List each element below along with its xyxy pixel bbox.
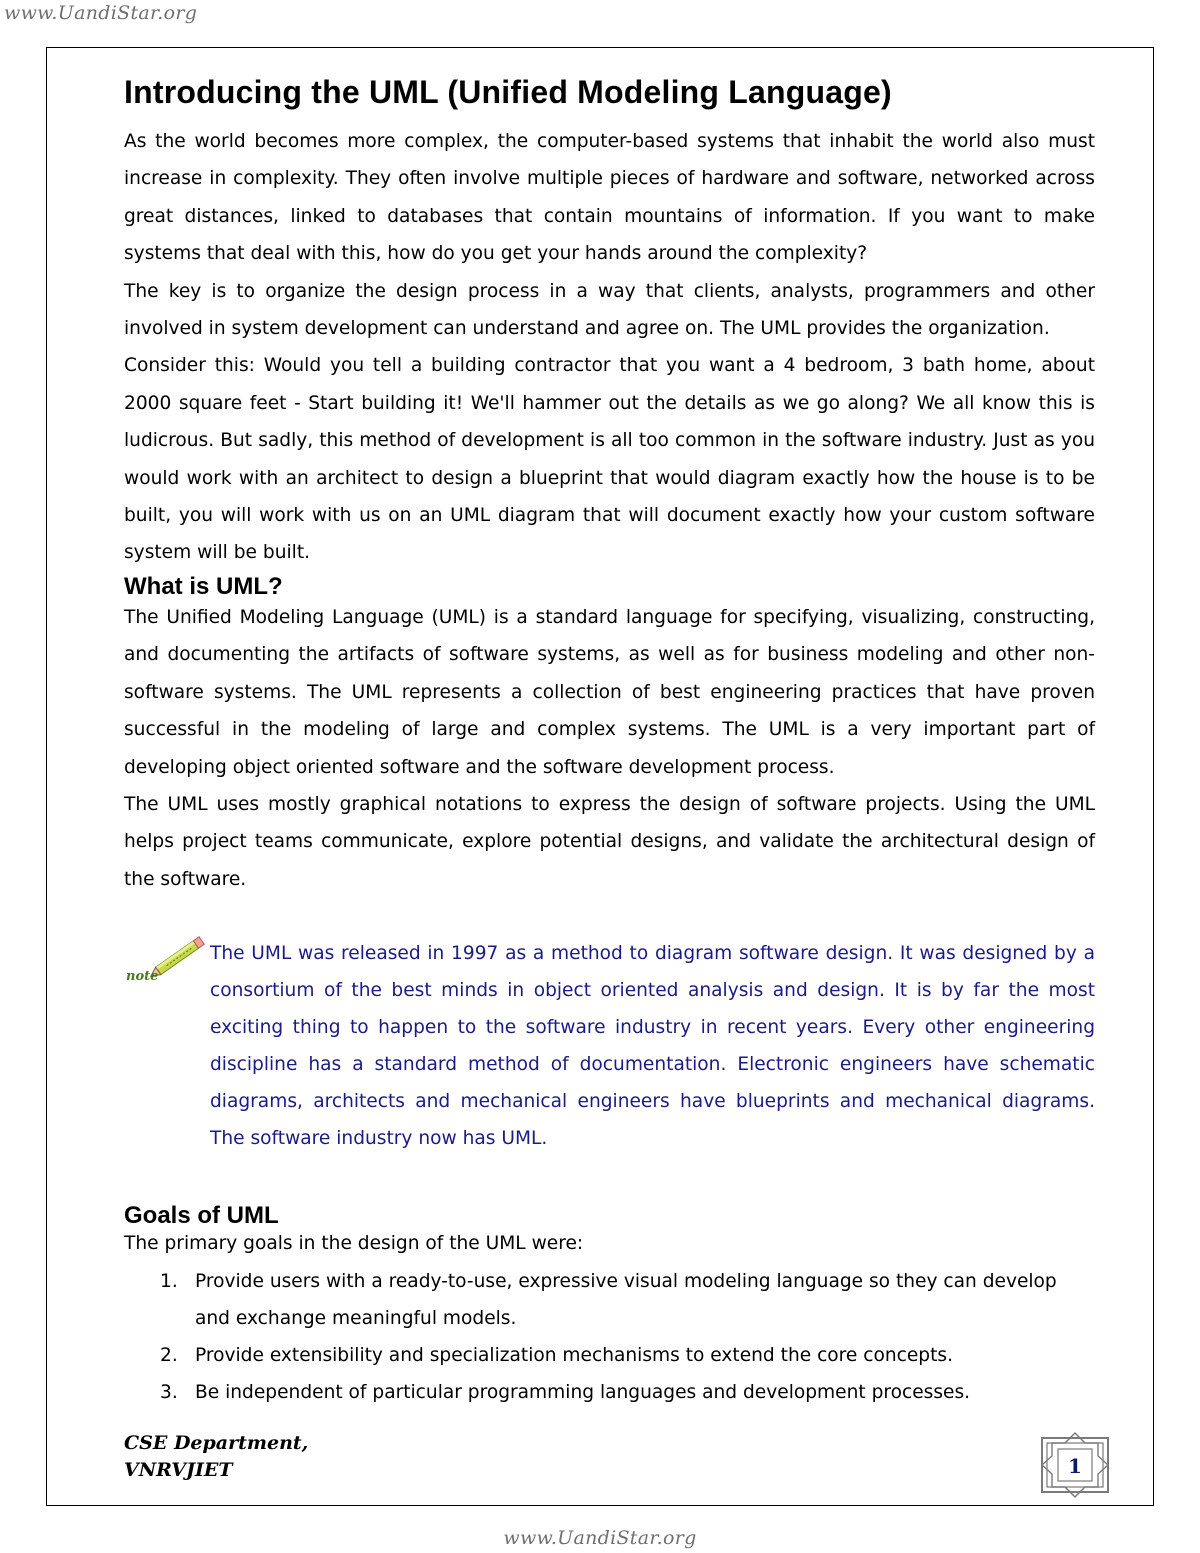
note-rest: a consortium of the best minds in object oriented analysis and design. It is by far the most exciting thing to happen to the software industry in recent years. Every other engineering discipline has a standard method of documentation. Electronic engineers have schematic diagrams, architects and mechanical engineers have blueprints and mechanical diagrams. The software industry now has UML. [210, 943, 1095, 1150]
goal-number: 3. [160, 1382, 178, 1404]
watermark-top: www.UandiStar.org [4, 2, 198, 24]
section-heading-goals: Goals of UML [124, 1202, 279, 1230]
section-heading-what-is-uml: What is UML? [124, 572, 283, 600]
goal-item [124, 1337, 1095, 1374]
goal-item [124, 1374, 1095, 1411]
intro-paragraph-1: As the world becomes more complex, the computer-based systems that inhabit the world also must increase in complexity. They often involve multiple pieces of hardware and software, networked across great distances, linked to databases that contain mountains of information. If you want to make systems that deal with this, how do you get your hands around the complexity? [124, 131, 1095, 265]
goal-item [124, 1263, 1095, 1337]
goals-intro: The primary goals in the design of the UML were: [124, 1233, 584, 1255]
goals-list [124, 1263, 1095, 1411]
intro-paragraph-2: The key is to organize the design process in a way that clients, analysts, programmers and other involved in system development can understand and agree on. The UML provides the organization. [124, 280, 1095, 340]
note-text [210, 935, 1095, 1157]
goal-text: Be independent of particular programming languages and development processes. [195, 1382, 971, 1404]
goal-text: Provide users with a ready-to-use, expressive visual modeling language so they can develop and exchange meaningful models. [195, 1271, 1057, 1330]
document-body [124, 72, 1095, 1411]
note-callout [124, 935, 1095, 1157]
watermark-bottom: www.UandiStar.org [503, 1527, 697, 1549]
page-title: Introducing the UML (Unified Modeling Language) [124, 74, 892, 110]
goal-number: 1. [160, 1271, 178, 1293]
footer-dept-line-1: CSE Department, [124, 1432, 309, 1454]
uml-definition-paragraph: The Unified Modeling Language (UML) is a standard language for specifying, visualizing, constructing, and documenting the artifacts of software systems, as well as for business modeling and other non-software systems. The UML represents a collection of best engineering practices that have proven successful in the modeling of large and complex systems. The UML is a very important part of developing object oriented software and the software development process. [124, 606, 1095, 778]
intro-paragraph-3: Consider this: Would you tell a building contractor that you want a 4 bedroom, 3 bath home, about 2000 square feet - Start building it! We'll hammer out the details as we go along? We all know this is ludicrous. But sadly, this method of development is all too common in the software industry. Just as you would work with an architect to design a blueprint that would diagram exactly how the house is to be built, you will work with us on an UML diagram that will document exactly how your custom software system will be built. [124, 355, 1095, 564]
page-number-badge [1036, 1432, 1114, 1498]
page-number: 1 [1068, 1454, 1082, 1478]
footer-department [124, 1430, 308, 1484]
note-first-line: The UML was released in 1997 as a method to diagram software design. It was designed by [210, 943, 1077, 965]
note-icon-label: note [126, 969, 159, 984]
footer-dept-line-2: VNRVJIET [124, 1459, 233, 1481]
goal-number: 2. [160, 1345, 178, 1367]
uml-notation-paragraph: The UML uses mostly graphical notations to express the design of software projects. Using the UML helps project teams communicate, explore potential designs, and validate the architectural design of the software. [124, 793, 1095, 890]
goal-text: Provide extensibility and specialization mechanisms to extend the core concepts. [195, 1345, 953, 1367]
note-pencil-icon [124, 935, 214, 983]
